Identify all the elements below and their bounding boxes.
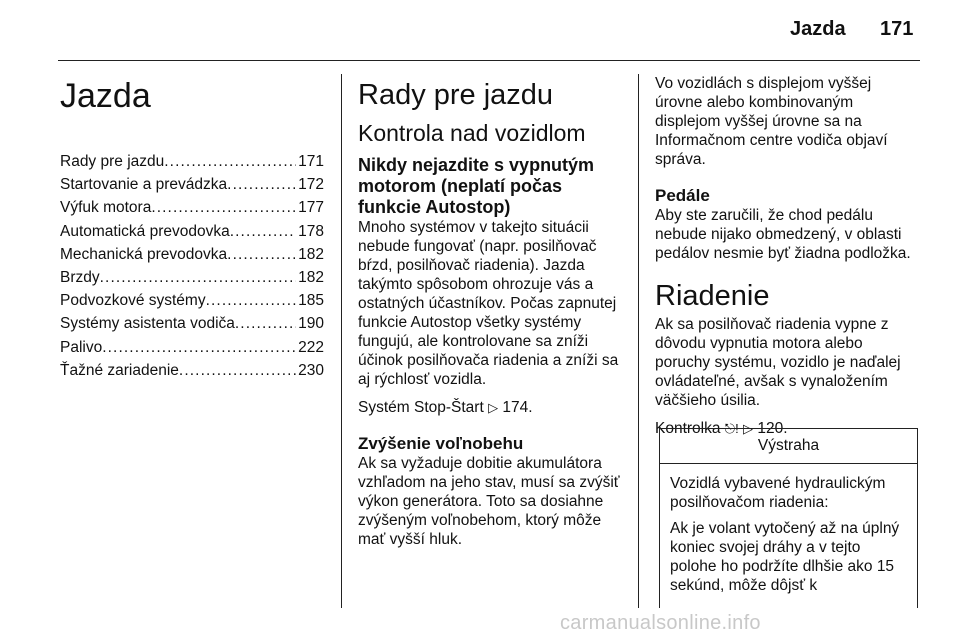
watermark: carmanualsonline.info [560, 612, 761, 634]
toc-entry-label: Rady pre jazdu [60, 153, 165, 170]
toc-entry-label: Ťažné zariadenie [60, 361, 179, 379]
toc-entry-label: Automatická prevodovka [60, 222, 230, 240]
toc-leader-dots [100, 268, 297, 287]
toc-entry-page: 182 [298, 268, 324, 286]
toc-entry-page: 182 [298, 245, 324, 263]
heading-engine-off: Nikdy nejazdite s vypnutým motorom (neplatí počas funkcie Autostop) [358, 155, 595, 217]
toc-entry-page: 177 [298, 199, 324, 217]
toc-entry[interactable] [60, 291, 324, 314]
toc-entry[interactable] [60, 361, 324, 384]
heading-pedals: Pedále [655, 186, 710, 205]
warning-paragraph-1: Vozidlá vybavené hydraulickým posilňovačom riadenia: [670, 475, 886, 511]
table-of-contents [60, 152, 324, 384]
toc-entry[interactable] [60, 268, 324, 291]
toc-entry-page: 185 [298, 292, 324, 310]
header-rule [58, 60, 920, 61]
column-divider-2 [638, 74, 639, 608]
toc-entry-label: Podvozkové systémy [60, 292, 206, 310]
section-title: Rady pre jazdu [358, 79, 554, 111]
reference-stop-start [358, 398, 626, 417]
warning-title: Výstraha [660, 429, 917, 464]
toc-entry-page: 171 [298, 153, 324, 170]
toc-leader-dots [164, 152, 296, 171]
toc-entry-page: 172 [298, 176, 324, 194]
toc-leader-dots [235, 314, 296, 333]
reference-arrow-icon: ▷ [743, 421, 754, 436]
heading-idle-increase: Zvýšenie voľnobehu [358, 434, 524, 453]
toc-entry[interactable] [60, 314, 324, 337]
toc-entry[interactable] [60, 175, 324, 198]
warning-paragraph-2: Ak je volant vytočený až na úplný koniec svojej dráhy a v tejto polohe ho podržíte dlhšie ako 15 sekúnd, môže dôjsť k [670, 520, 900, 594]
toc-leader-dots [102, 338, 296, 357]
subsection-title: Kontrola nad vozidlom [358, 120, 586, 146]
reference-control-text: Kontrolka [655, 420, 721, 437]
toc-entry-page: 230 [298, 361, 324, 379]
toc-entry[interactable] [60, 245, 324, 268]
paragraph-display-message: Vo vozidlách s displejom vyššej úrovne alebo kombinovaným displejom vyššej úrovne sa na Informačnom centre vodiča objaví správa. [655, 75, 888, 168]
toc-entry-page: 178 [298, 222, 324, 240]
warning-body [660, 464, 917, 595]
toc-entry-label: Výfuk motora [60, 199, 152, 217]
toc-leader-dots [179, 361, 296, 380]
reference-arrow-icon: ▷ [488, 400, 499, 415]
toc-leader-dots [230, 222, 296, 241]
toc-entry[interactable] [60, 198, 324, 221]
toc-entry[interactable] [60, 222, 324, 245]
toc-entry-label: Mechanická prevodovka [60, 245, 228, 263]
toc-entry-label: Brzdy [60, 268, 100, 286]
toc-leader-dots [151, 198, 296, 217]
toc-entry-label: Palivo [60, 338, 103, 356]
running-header-title: Jazda [790, 18, 846, 40]
reference-stop-start-page: 174. [502, 399, 533, 416]
text-column-3 [655, 74, 920, 438]
paragraph-steering: Ak sa posilňovač riadenia vypne z dôvodu vypnutia motora alebo poruchy systému, vozidlo je naďalej ovládateľné, avšak s vynaložením väčšieho úsilia. [655, 316, 901, 409]
column-divider-1 [341, 74, 342, 608]
paragraph-idle-increase: Ak sa vyžaduje dobitie akumulátora vzhľadom na jeho stav, musí sa zvýšiť výkon generátora. Toto sa dosiahne zvýšeným voľnobehom, ktorý môže mať vyšší hluk. [358, 455, 620, 548]
chapter-title: Jazda [60, 77, 151, 115]
reference-control-page: 120. [757, 420, 788, 437]
toc-leader-dots [227, 175, 296, 194]
toc-entry-page: 222 [298, 338, 324, 356]
toc-entry-label: Startovanie a prevádzka [60, 176, 228, 194]
toc-entry[interactable] [60, 338, 324, 361]
page-number: 171 [880, 18, 914, 40]
toc-entry-page: 190 [298, 315, 324, 333]
toc-leader-dots [206, 291, 297, 310]
paragraph-pedals: Aby ste zaručili, že chod pedálu nebude nijako obmedzený, v oblasti pedálov nesmie byť žiadna podložka. [655, 207, 911, 262]
heading-steering: Riadenie [655, 280, 770, 312]
toc-entry[interactable] [60, 152, 324, 175]
toc-entry-label: Systémy asistenta vodiča [60, 315, 235, 333]
reference-stop-start-text: Systém Stop-Štart [358, 399, 484, 416]
toc-leader-dots [227, 245, 296, 264]
warning-box [659, 428, 918, 608]
paragraph-engine-off: Mnoho systémov v takejto situácii nebude fungovať (napr. posilňovač bŕzd, posilňovač riadenia). Jazda takýmto spôsobom ohrozuje vás a ostatných účastníkov. Počas zapnutej funkcie Autostop všetky systémy fungujú, ale kontrolovane sa zníži účinok posilňovača riadenia a zníži sa aj rýchlosť vozidla. [358, 219, 619, 388]
steering-warning-icon: ⎋! [724, 421, 739, 436]
chapter-contents-column [60, 74, 324, 384]
text-column-2 [358, 74, 626, 549]
